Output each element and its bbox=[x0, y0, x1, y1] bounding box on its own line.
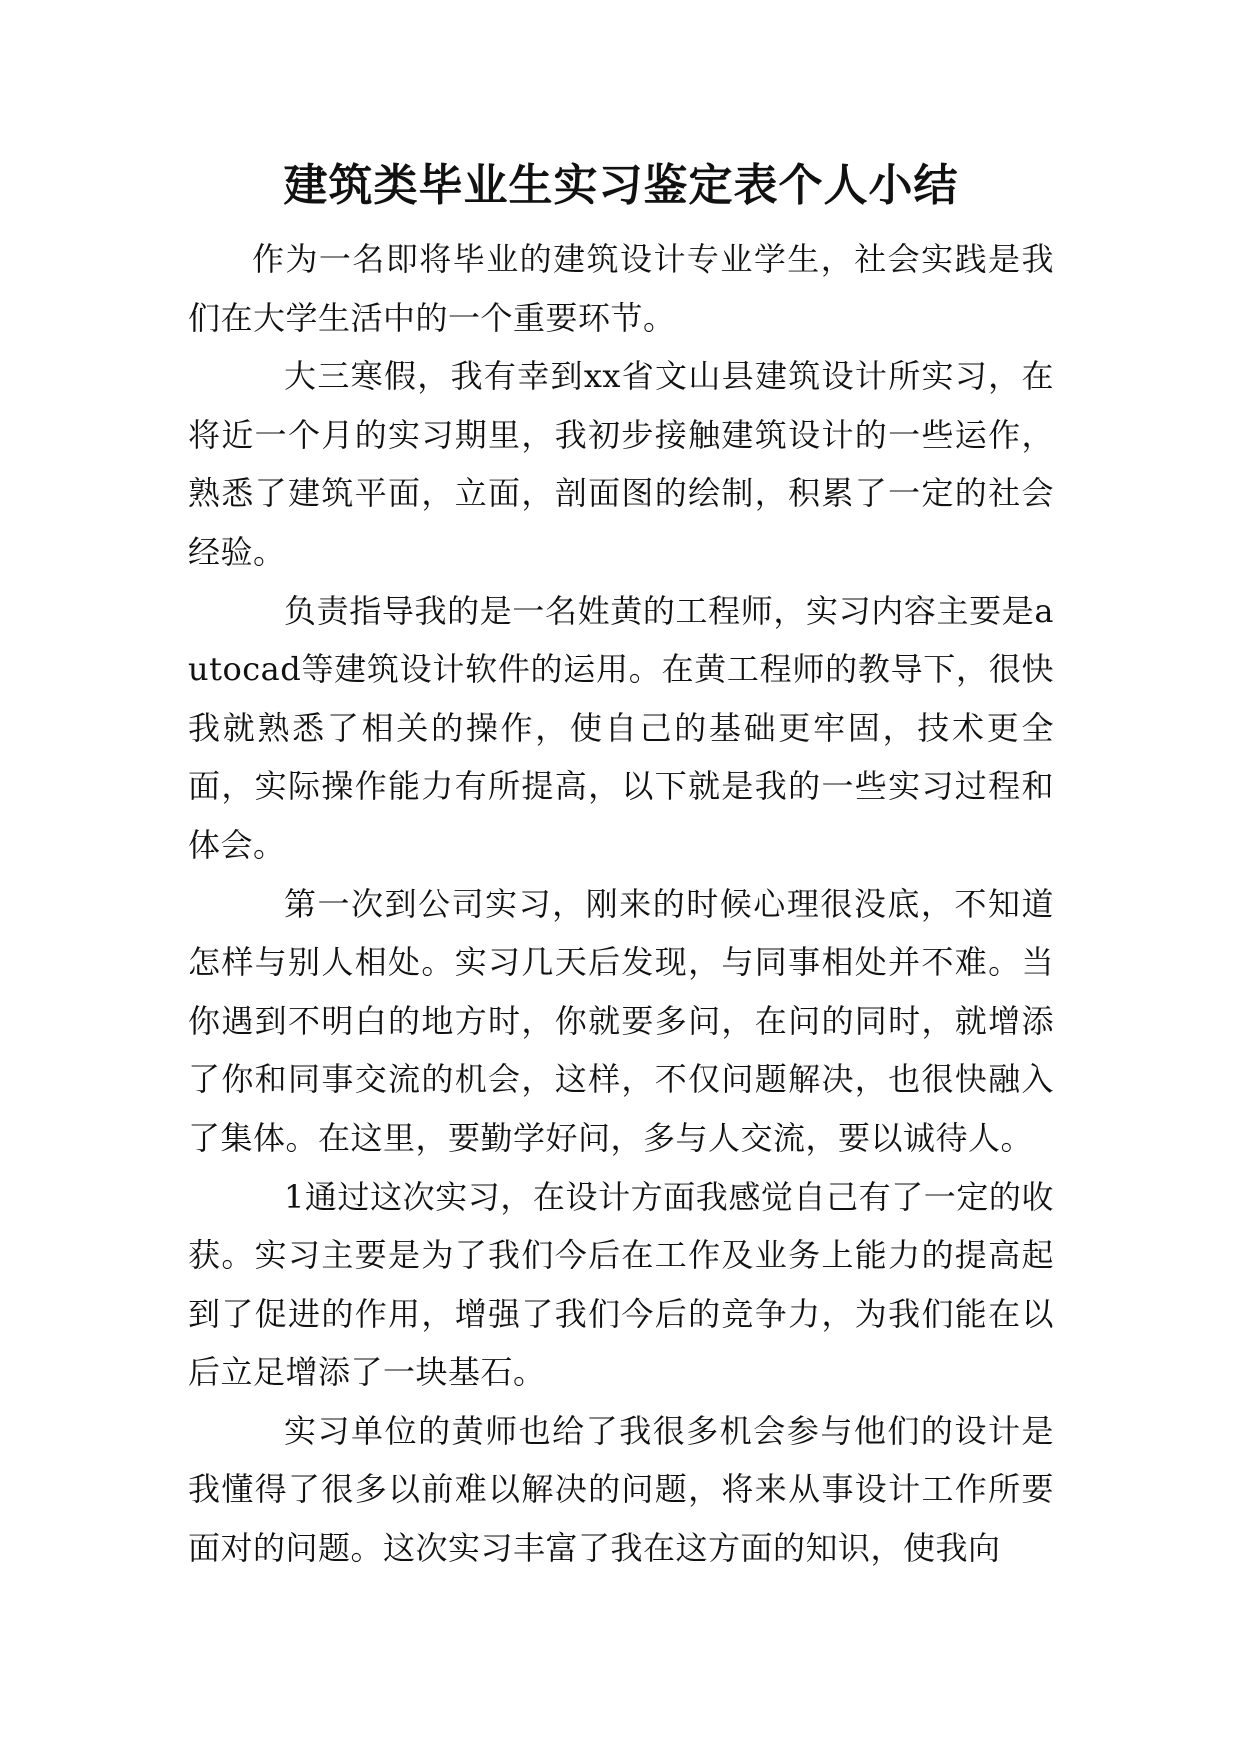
document-title: 建筑类毕业生实习鉴定表个人小结 bbox=[283, 160, 959, 211]
document-page bbox=[188, 150, 1054, 1578]
paragraph-3: 负责指导我的是一名姓黄的工程师，实习内容主要是autocad等建筑设计软件的运用。在黄工程师的教导下，很快我就熟悉了相关的操作，使自己的基础更牢固，技术更全面，实际操作能力有所提高，以下就是我的一些实习过程和体会。 bbox=[188, 591, 1054, 864]
paragraph-2: 大三寒假，我有幸到xx省文山县建筑设计所实习，在将近一个月的实习期里，我初步接触建筑设计的一些运作，熟悉了建筑平面，立面，剖面图的绘制，积累了一定的社会经验。 bbox=[188, 357, 1054, 571]
paragraph-6: 实习单位的黄师也给了我很多机会参与他们的设计是我懂得了很多以前难以解决的问题，将来从事设计工作所要面对的问题。这次实习丰富了我在这方面的知识，使我向 bbox=[188, 1411, 1054, 1568]
paragraph-1: 作为一名即将毕业的建筑设计专业学生，社会实践是我们在大学生活中的一个重要环节。 bbox=[188, 240, 1054, 337]
paragraph-5: 1通过这次实习，在设计方面我感觉自己有了一定的收获。实习主要是为了我们今后在工作及业务上能力的提高起到了促进的作用，增强了我们今后的竞争力，为我们能在以后立足增添了一块基石。 bbox=[188, 1177, 1054, 1392]
paragraph-4: 第一次到公司实习，刚来的时候心理很没底，不知道怎样与别人相处。实习几天后发现，与同事相处并不难。当你遇到不明白的地方时，你就要多问，在问的同时，就增添了你和同事交流的机会，这样，不仅问题解决，也很快融入了集体。在这里，要勤学好问，多与人交流，要以诚待人。 bbox=[188, 884, 1054, 1157]
